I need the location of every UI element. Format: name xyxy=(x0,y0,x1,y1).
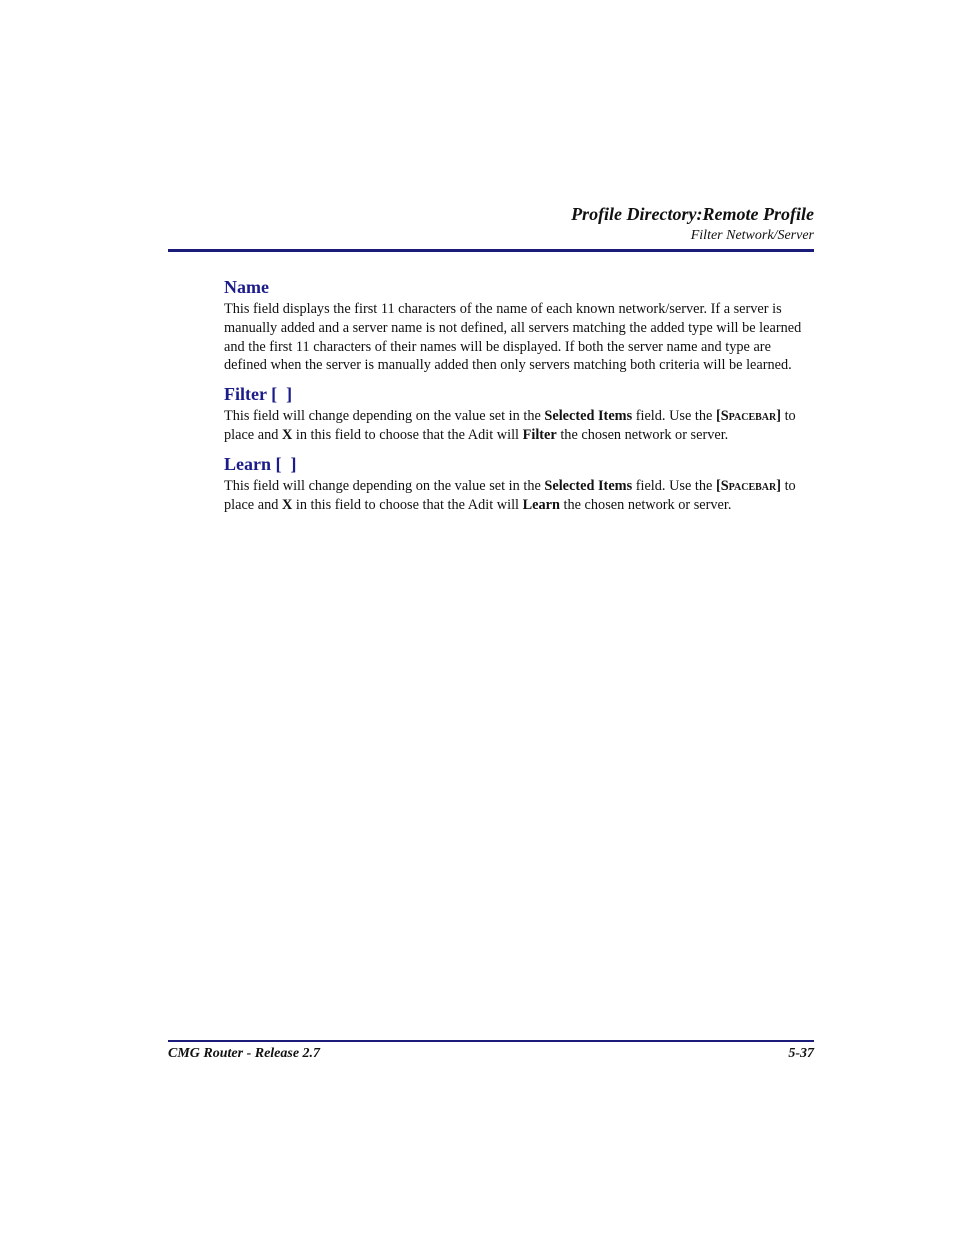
footer-rule xyxy=(168,1040,814,1042)
learn-text-4: in this field to choose that the Adit will xyxy=(292,496,523,513)
learn-bold-action: Learn xyxy=(522,496,560,513)
learn-bold-selected-items: Selected Items xyxy=(544,477,633,494)
footer-page-number: 5-37 xyxy=(788,1046,814,1061)
running-header-subtitle: Filter Network/Server xyxy=(690,228,814,243)
section-body-name: This field displays the first 11 characters of the name of each known network/server. If a server is manually added and a server name is not defined, all servers matching the added type will be learned and the first 11 characters of their names will be displayed. If both the server name and type are defined when the server is manually added then only servers matching both criteria will be learned. xyxy=(224,301,802,374)
learn-text-3: to place and xyxy=(224,477,796,513)
filter-bold-selected-items: Selected Items xyxy=(544,408,633,425)
section-heading-name: Name xyxy=(224,277,269,297)
filter-text-1: This field will change depending on the value set in the xyxy=(224,408,545,425)
section-body-learn xyxy=(224,477,814,515)
section-heading-learn: Learn [ ] xyxy=(224,453,297,474)
learn-text-2: field. Use the xyxy=(632,477,716,494)
filter-bold-x: X xyxy=(281,426,293,443)
filter-text-5: the chosen network or server. xyxy=(556,426,729,443)
running-header-title: Profile Directory:Remote Profile xyxy=(571,204,814,224)
header-rule xyxy=(168,249,814,252)
learn-text-5: the chosen network or server. xyxy=(559,496,732,513)
filter-text-3: to place and xyxy=(224,408,796,443)
learn-bold-x: X xyxy=(281,496,293,513)
section-heading-filter: Filter [ ] xyxy=(224,384,293,405)
filter-bold-action: Filter xyxy=(522,426,557,443)
page-content xyxy=(224,276,814,522)
filter-text-4: in this field to choose that the Adit will xyxy=(292,426,523,443)
learn-text-1: This field will change depending on the value set in the xyxy=(224,477,545,494)
learn-spacebar-key: [Spacebar] xyxy=(715,477,782,494)
section-body-filter xyxy=(224,407,814,445)
filter-spacebar-key: [Spacebar] xyxy=(715,408,782,425)
footer-product-release: CMG Router - Release 2.7 xyxy=(168,1046,321,1061)
filter-text-2: field. Use the xyxy=(632,408,716,425)
